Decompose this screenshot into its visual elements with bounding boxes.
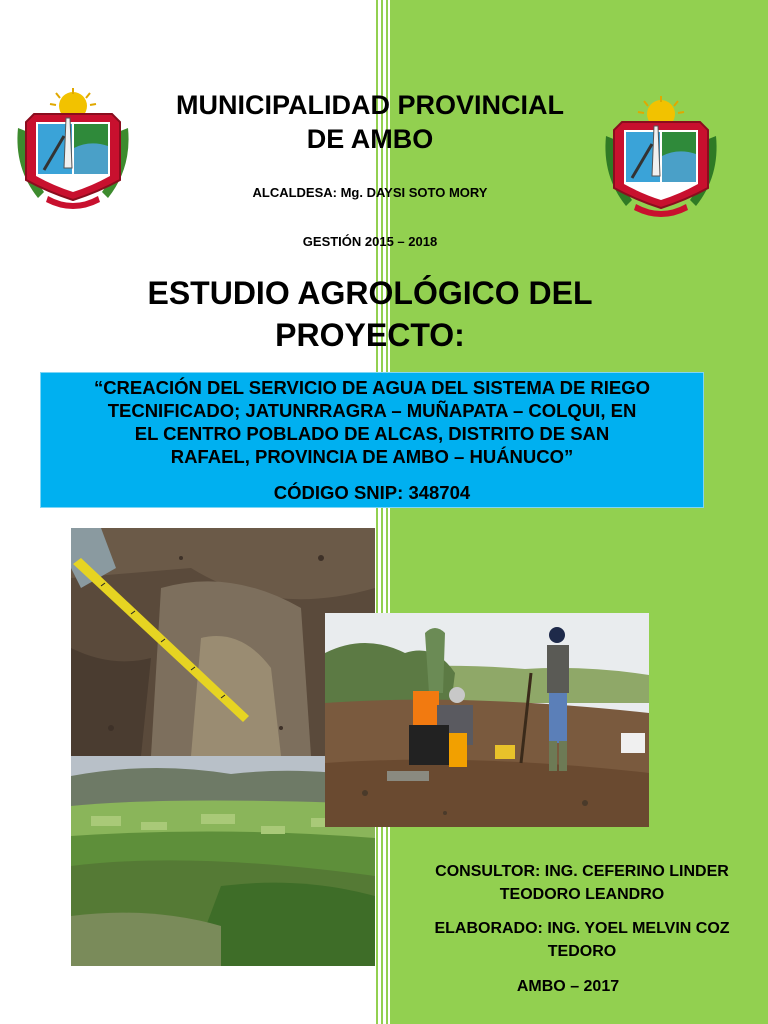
term-line: GESTIÓN 2015 – 2018 bbox=[302, 234, 438, 249]
institution-line-1: MUNICIPALIDAD PROVINCIAL bbox=[176, 90, 564, 120]
project-line-2: TECNIFICADO; JATUNRRAGRA – MUÑAPATA – COLQUI, EN bbox=[107, 400, 637, 421]
project-line-1: “CREACIÓN DEL SERVICIO DE AGUA DEL SISTEMA DE RIEGO bbox=[93, 377, 651, 398]
project-line-3: EL CENTRO POBLADO DE ALCAS, DISTRITO DE SAN bbox=[134, 423, 610, 444]
institution-line-2: DE AMBO bbox=[306, 124, 434, 154]
study-title-line-2: PROYECTO: bbox=[275, 317, 465, 353]
prepared-line-1: ELABORADO: ING. YOEL MELVIN COZ bbox=[434, 920, 730, 937]
consultant-credit bbox=[396, 860, 768, 906]
prepared-by-credit bbox=[396, 917, 768, 963]
field-work-photo bbox=[325, 613, 649, 827]
project-line-4: RAFAEL, PROVINCIA DE AMBO – HUÁNUCO” bbox=[170, 446, 574, 467]
snip-code: CÓDIGO SNIP: 348704 bbox=[273, 482, 471, 503]
prepared-line-2: TEDORO bbox=[547, 943, 617, 960]
mayor-line: ALCALDESA: Mg. DAYSI SOTO MORY bbox=[252, 185, 488, 200]
project-name bbox=[40, 376, 704, 468]
consultant-line-2: TEODORO LEANDRO bbox=[499, 886, 665, 903]
place-year: AMBO – 2017 bbox=[516, 978, 620, 995]
coat-of-arms-left-icon bbox=[8, 88, 138, 218]
study-title-line-1: ESTUDIO AGROLÓGICO DEL bbox=[147, 275, 593, 311]
study-title bbox=[60, 272, 680, 356]
institution-title bbox=[120, 88, 620, 156]
consultant-line-1: CONSULTOR: ING. CEFERINO LINDER bbox=[435, 863, 729, 880]
